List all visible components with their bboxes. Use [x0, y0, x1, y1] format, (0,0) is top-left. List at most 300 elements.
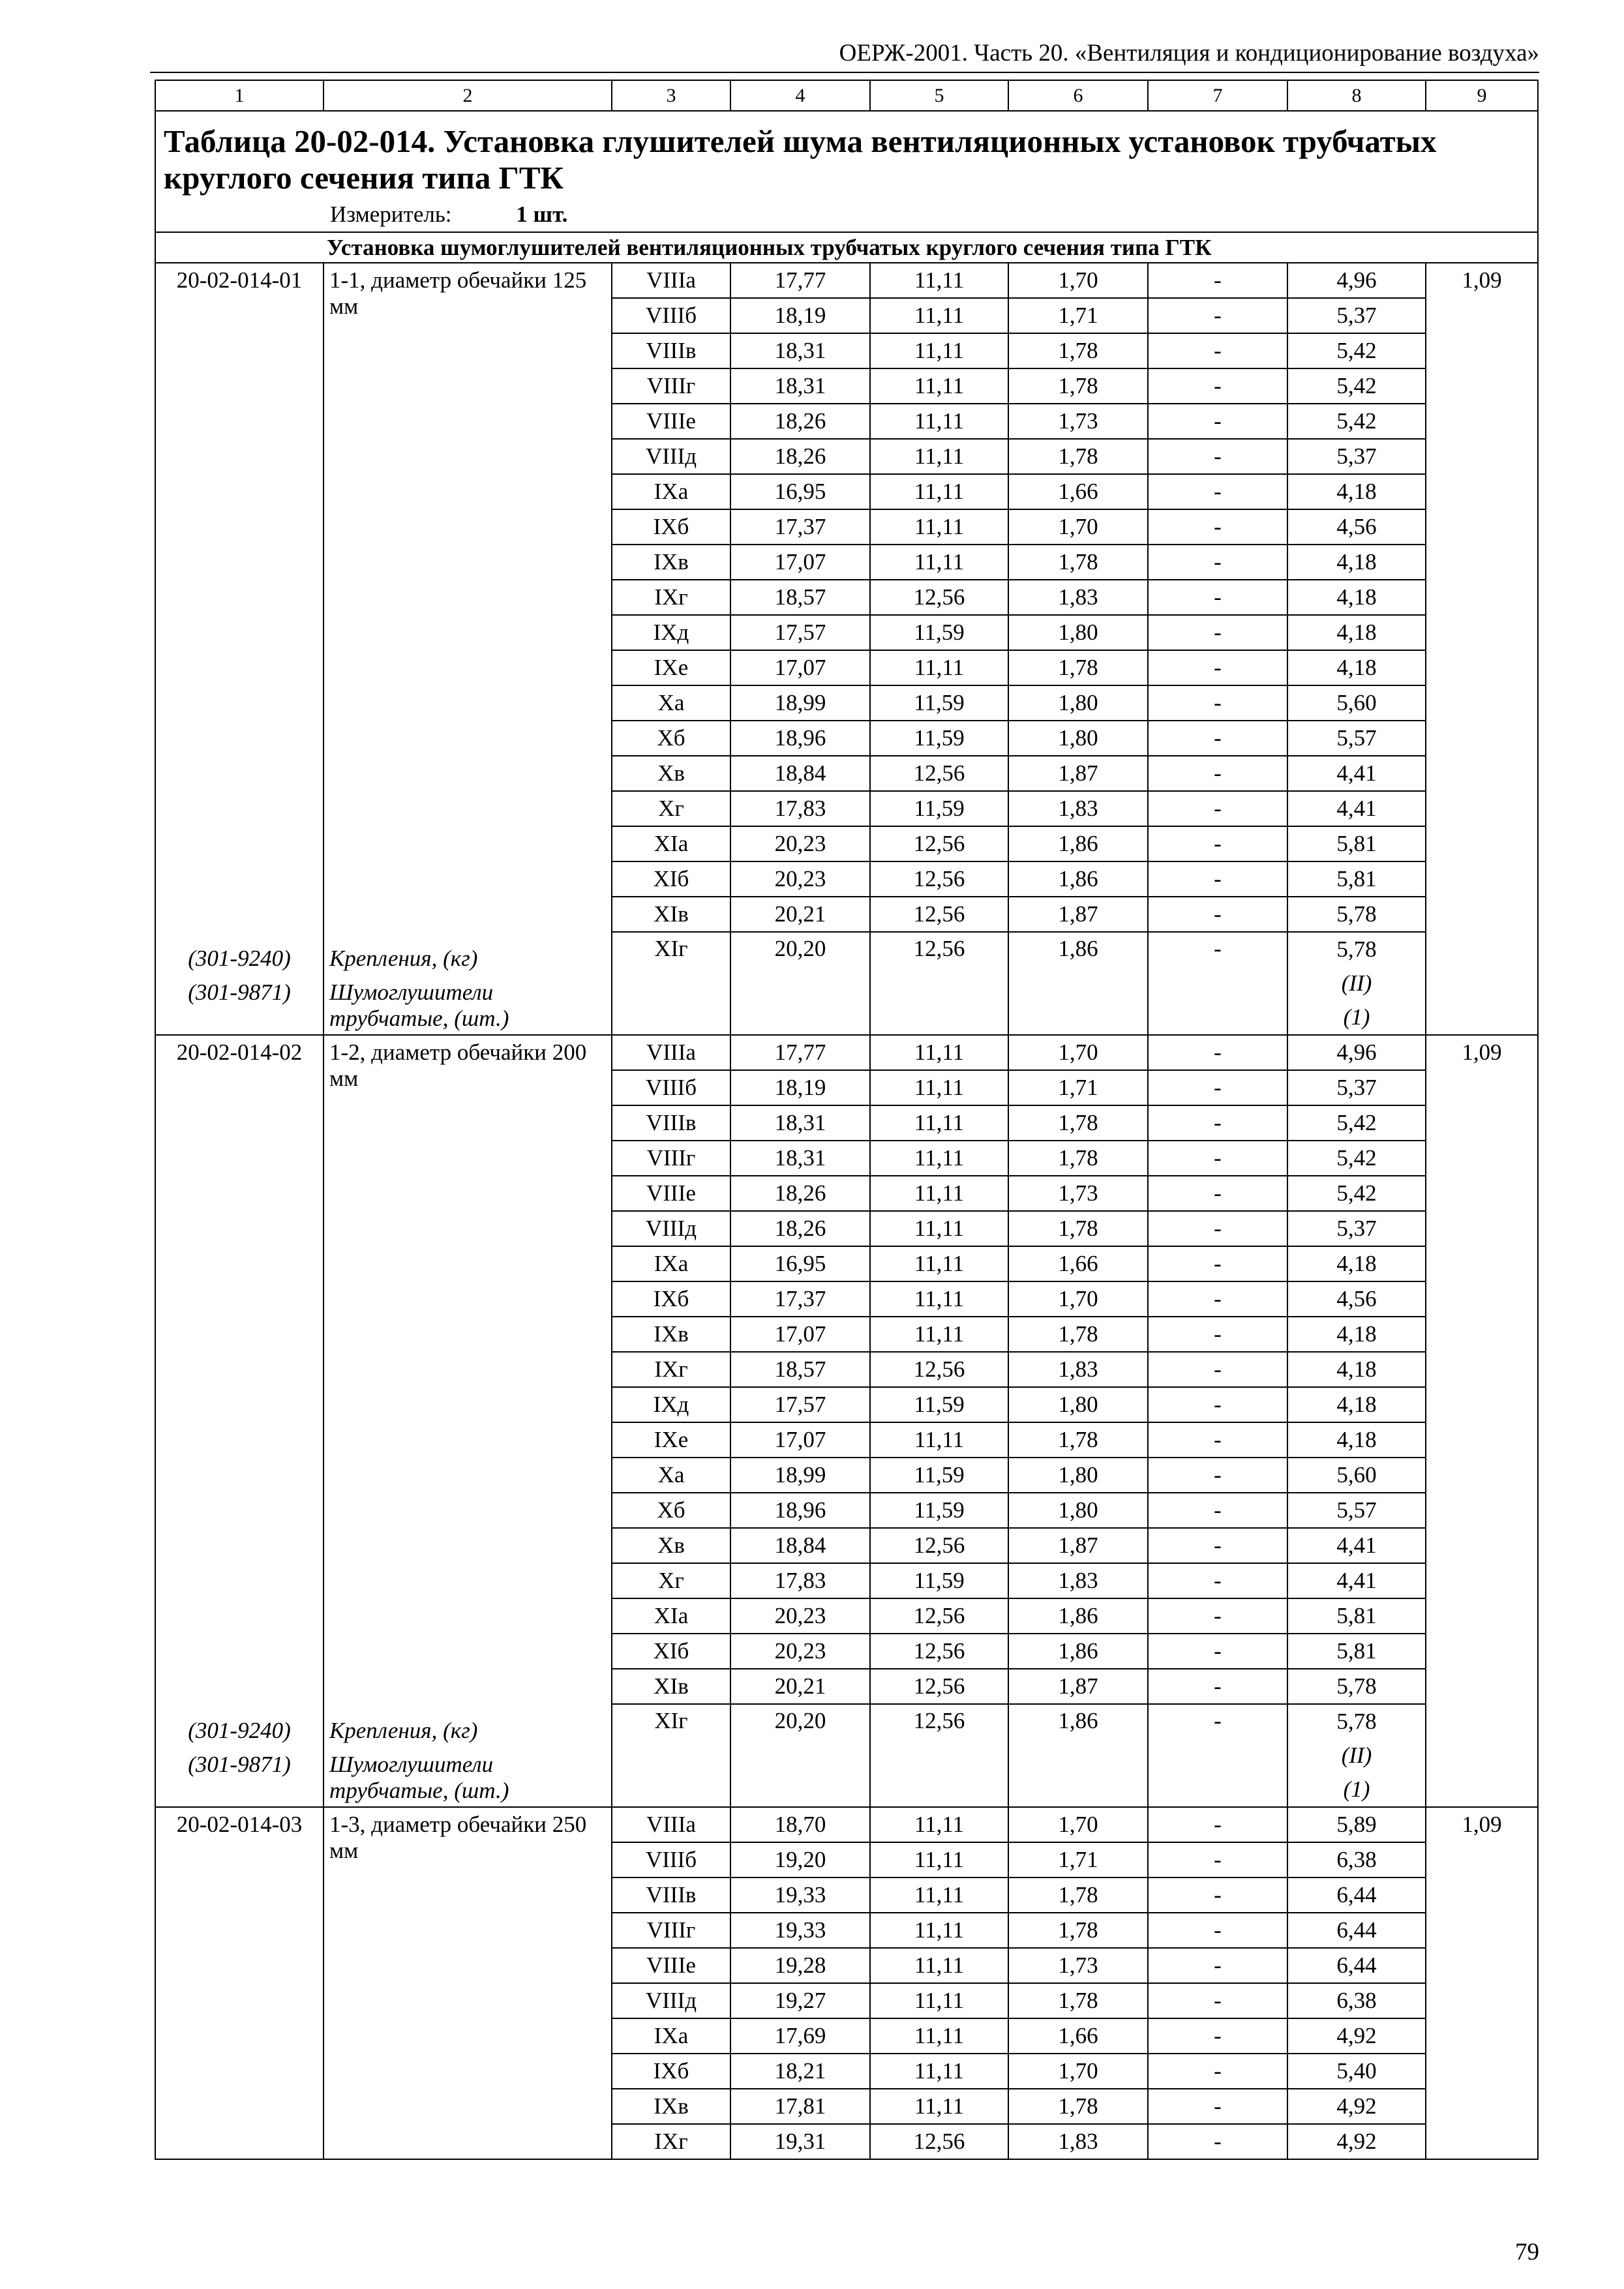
machine-cost: 1,78 [1008, 545, 1148, 580]
resource-code: (301-9240) [188, 946, 291, 971]
machine-cost: 1,78 [1008, 650, 1148, 685]
machine-cost: 1,70 [1008, 2054, 1148, 2089]
labor-wages: 11,11 [870, 333, 1008, 368]
machine-cost: 1,73 [1008, 1176, 1148, 1211]
driver-wages: - [1148, 2089, 1287, 2124]
rate-code: XIг [612, 932, 730, 1035]
running-header: ОЕРЖ-2001. Часть 20. «Вентиляция и кондиционирование воздуха» [839, 40, 1539, 67]
machine-cost: 1,86 [1008, 1598, 1148, 1634]
total-cost: 19,33 [730, 1878, 870, 1913]
item-code: 20-02-014-01 [176, 267, 303, 293]
rate-code: VIIIг [612, 1141, 730, 1176]
column-number: 6 [1008, 80, 1148, 111]
machine-cost: 1,86 [1008, 932, 1148, 1035]
rate-code: IXб [612, 509, 730, 545]
resource-names [329, 942, 611, 1032]
total-cost: 18,31 [730, 333, 870, 368]
labor-wages: 11,11 [870, 509, 1008, 545]
driver-wages: - [1148, 1035, 1287, 1070]
total-cost: 17,57 [730, 615, 870, 650]
labor-wages: 11,11 [870, 1807, 1008, 1842]
driver-wages: - [1148, 897, 1287, 932]
driver-wages: - [1148, 474, 1287, 509]
total-cost: 17,37 [730, 1281, 870, 1317]
materials-cost: 5,37 [1287, 1211, 1426, 1246]
machine-cost: 1,70 [1008, 1281, 1148, 1317]
total-cost: 18,70 [730, 1807, 870, 1842]
materials-cost: 4,18 [1287, 580, 1426, 615]
driver-wages: - [1148, 1422, 1287, 1458]
machine-cost: 1,86 [1008, 1704, 1148, 1807]
labor-wages: 11,11 [870, 404, 1008, 439]
materials-cost: 4,92 [1287, 2124, 1426, 2159]
total-cost: 18,57 [730, 580, 870, 615]
machine-cost: 1,73 [1008, 404, 1148, 439]
total-cost: 18,99 [730, 685, 870, 721]
machine-cost: 1,71 [1008, 1070, 1148, 1105]
labor-wages: 12,56 [870, 932, 1008, 1035]
machine-cost: 1,66 [1008, 474, 1148, 509]
item-code-cell [155, 1035, 323, 1807]
driver-wages: - [1148, 580, 1287, 615]
total-cost: 20,23 [730, 861, 870, 897]
machine-cost: 1,70 [1008, 509, 1148, 545]
labor-wages: 11,11 [870, 650, 1008, 685]
total-cost: 17,57 [730, 1387, 870, 1422]
materials-cost: 5,42 [1287, 1141, 1426, 1176]
materials-cost: 4,96 [1287, 263, 1426, 298]
unit-label: Измеритель: [330, 202, 452, 227]
machine-cost: 1,78 [1008, 1983, 1148, 2018]
total-cost: 16,95 [730, 474, 870, 509]
labor-wages: 11,11 [870, 1246, 1008, 1281]
driver-wages: - [1148, 1176, 1287, 1211]
rate-code: XIа [612, 1598, 730, 1634]
table-title-cell [155, 111, 1538, 232]
total-cost: 16,95 [730, 1246, 870, 1281]
rate-code: Xа [612, 1458, 730, 1493]
column-number: 1 [155, 80, 323, 111]
materials-cost: 5,57 [1287, 721, 1426, 756]
total-cost: 19,27 [730, 1983, 870, 2018]
driver-wages: - [1148, 545, 1287, 580]
labor-wages: 12,56 [870, 861, 1008, 897]
rate-code: Xв [612, 756, 730, 791]
labor-wages: 12,56 [870, 580, 1008, 615]
machine-cost: 1,86 [1008, 826, 1148, 861]
labor-wages: 11,59 [870, 1493, 1008, 1528]
labor-wages: 11,11 [870, 368, 1008, 404]
total-cost: 18,31 [730, 368, 870, 404]
total-cost: 20,20 [730, 1704, 870, 1807]
resource-value: (1) [1343, 1776, 1370, 1802]
total-cost: 18,99 [730, 1458, 870, 1493]
rate-code: XIв [612, 897, 730, 932]
item-description: 1-2, диаметр обечайки 200 мм [329, 1040, 587, 1091]
materials-cost: 4,18 [1287, 545, 1426, 580]
labor-wages: 11,11 [870, 1105, 1008, 1141]
driver-wages: - [1148, 1528, 1287, 1563]
resource-code: (301-9240) [188, 1718, 291, 1743]
table-row [155, 1807, 1538, 1842]
resource-name: Крепления, (кг) [329, 1718, 478, 1743]
total-cost: 17,07 [730, 1317, 870, 1352]
rate-code: VIIIе [612, 1176, 730, 1211]
driver-wages: - [1148, 439, 1287, 474]
item-code-cell [155, 1807, 323, 2159]
rate-code: VIIIв [612, 333, 730, 368]
rate-code: IXд [612, 1387, 730, 1422]
table-row [155, 263, 1538, 298]
machine-cost: 1,71 [1008, 1842, 1148, 1878]
item-code: 20-02-014-03 [176, 1812, 303, 1837]
rate-code: IXг [612, 2124, 730, 2159]
materials-cost: 5,60 [1287, 1458, 1426, 1493]
driver-wages: - [1148, 1983, 1287, 2018]
materials-cost: 5,60 [1287, 685, 1426, 721]
driver-wages: - [1148, 2054, 1287, 2089]
total-cost: 18,19 [730, 1070, 870, 1105]
labor-wages: 11,11 [870, 1983, 1008, 2018]
total-cost: 19,31 [730, 2124, 870, 2159]
driver-wages: - [1148, 861, 1287, 897]
table-title-row [155, 111, 1538, 232]
machine-cost: 1,71 [1008, 298, 1148, 333]
driver-wages: - [1148, 1352, 1287, 1387]
materials-cost: 5,78 [1336, 1709, 1377, 1734]
rate-code: VIIIг [612, 1913, 730, 1948]
total-cost: 18,31 [730, 1105, 870, 1141]
machine-cost: 1,86 [1008, 861, 1148, 897]
column-number: 7 [1148, 80, 1287, 111]
machine-cost: 1,80 [1008, 721, 1148, 756]
labor-wages: 11,11 [870, 1070, 1008, 1105]
materials-cost: 5,37 [1287, 1070, 1426, 1105]
rate-code: XIб [612, 1634, 730, 1669]
labor-wages: 11,11 [870, 1141, 1008, 1176]
driver-wages: - [1148, 1563, 1287, 1598]
driver-wages: - [1148, 298, 1287, 333]
materials-cost: 4,18 [1287, 1246, 1426, 1281]
machine-cost: 1,80 [1008, 685, 1148, 721]
rate-code: IXе [612, 650, 730, 685]
rate-code: Xа [612, 685, 730, 721]
driver-wages: - [1148, 826, 1287, 861]
rate-code: XIа [612, 826, 730, 861]
rate-code: IXа [612, 2018, 730, 2054]
materials-cost: 5,42 [1287, 404, 1426, 439]
labor-wages: 11,59 [870, 685, 1008, 721]
labor-wages: 11,11 [870, 1035, 1008, 1070]
page-number: 79 [1515, 2239, 1539, 2266]
labor-wages: 11,11 [870, 2018, 1008, 2054]
total-cost: 20,23 [730, 826, 870, 861]
materials-cost: 5,42 [1287, 1176, 1426, 1211]
labor-wages: 12,56 [870, 1669, 1008, 1704]
labor-wages: 11,11 [870, 1317, 1008, 1352]
driver-wages: - [1148, 685, 1287, 721]
total-cost: 18,96 [730, 721, 870, 756]
materials-cost: 4,18 [1287, 1422, 1426, 1458]
total-cost: 17,07 [730, 545, 870, 580]
labor-wages: 11,11 [870, 545, 1008, 580]
rate-code: VIIIв [612, 1105, 730, 1141]
resource-codes [156, 942, 323, 1010]
driver-wages: - [1148, 932, 1287, 1035]
driver-wages: - [1148, 1458, 1287, 1493]
labor-wages: 12,56 [870, 1704, 1008, 1807]
materials-cost: 5,42 [1287, 1105, 1426, 1141]
machine-cost: 1,87 [1008, 756, 1148, 791]
machine-cost: 1,78 [1008, 1105, 1148, 1141]
driver-wages: - [1148, 1317, 1287, 1352]
machine-cost: 1,66 [1008, 1246, 1148, 1281]
driver-wages: - [1148, 791, 1287, 826]
materials-cost: 4,18 [1287, 615, 1426, 650]
subtitle-row [155, 232, 1538, 263]
rate-code: VIIIв [612, 1878, 730, 1913]
driver-wages: - [1148, 1493, 1287, 1528]
driver-wages: - [1148, 1669, 1287, 1704]
resource-names [329, 1714, 611, 1804]
coefficient: 1,09 [1426, 263, 1538, 1035]
materials-cost: 4,92 [1287, 2089, 1426, 2124]
materials-cost: 5,42 [1287, 368, 1426, 404]
rate-code: VIIIа [612, 263, 730, 298]
rate-code: VIIIб [612, 1070, 730, 1105]
labor-wages: 12,56 [870, 1352, 1008, 1387]
labor-wages: 12,56 [870, 2124, 1008, 2159]
total-cost: 18,21 [730, 2054, 870, 2089]
machine-cost: 1,78 [1008, 1422, 1148, 1458]
table-subtitle: Установка шумоглушителей вентиляционных трубчатых круглого сечения типа ГТК [155, 232, 1538, 263]
item-code-cell [155, 263, 323, 1035]
rate-code: Xб [612, 1493, 730, 1528]
item-description-cell [323, 263, 612, 1035]
total-cost: 20,23 [730, 1634, 870, 1669]
materials-cost: 4,18 [1287, 1352, 1426, 1387]
driver-wages: - [1148, 263, 1287, 298]
driver-wages: - [1148, 650, 1287, 685]
driver-wages: - [1148, 1211, 1287, 1246]
total-cost: 17,69 [730, 2018, 870, 2054]
machine-cost: 1,87 [1008, 1669, 1148, 1704]
driver-wages: - [1148, 1807, 1287, 1842]
labor-wages: 12,56 [870, 1634, 1008, 1669]
materials-cost [1287, 1704, 1426, 1807]
column-number: 5 [870, 80, 1008, 111]
materials-cost: 4,41 [1287, 1563, 1426, 1598]
total-cost: 20,21 [730, 897, 870, 932]
materials-cost [1287, 932, 1426, 1035]
machine-cost: 1,83 [1008, 791, 1148, 826]
rate-code: VIIIб [612, 298, 730, 333]
rate-code: VIIIд [612, 439, 730, 474]
machine-cost: 1,66 [1008, 2018, 1148, 2054]
rate-code: XIб [612, 861, 730, 897]
driver-wages: - [1148, 509, 1287, 545]
labor-wages: 12,56 [870, 1528, 1008, 1563]
rate-code: IXд [612, 615, 730, 650]
resource-value: (II) [1341, 1743, 1372, 1768]
total-cost: 18,96 [730, 1493, 870, 1528]
machine-cost: 1,80 [1008, 1458, 1148, 1493]
labor-wages: 11,59 [870, 615, 1008, 650]
materials-cost: 5,81 [1287, 1598, 1426, 1634]
labor-wages: 11,11 [870, 2089, 1008, 2124]
total-cost: 20,23 [730, 1598, 870, 1634]
materials-cost: 5,42 [1287, 333, 1426, 368]
materials-cost: 5,78 [1287, 1669, 1426, 1704]
rate-code: VIIIг [612, 368, 730, 404]
labor-wages: 11,11 [870, 2054, 1008, 2089]
driver-wages: - [1148, 333, 1287, 368]
materials-cost: 5,81 [1287, 861, 1426, 897]
total-cost: 20,21 [730, 1669, 870, 1704]
resource-code: (301-9871) [188, 1752, 291, 1777]
rate-code: IXв [612, 2089, 730, 2124]
driver-wages: - [1148, 1105, 1287, 1141]
materials-cost: 5,57 [1287, 1493, 1426, 1528]
total-cost: 19,33 [730, 1913, 870, 1948]
driver-wages: - [1148, 1141, 1287, 1176]
rate-code: VIIIе [612, 404, 730, 439]
table-title: Таблица 20-02-014. Установка глушителей шума вентиляционных установок трубчатых круглого сечения типа ГТК [164, 123, 1437, 196]
machine-cost: 1,80 [1008, 1493, 1148, 1528]
rate-code: IXг [612, 580, 730, 615]
total-cost: 18,19 [730, 298, 870, 333]
labor-wages: 11,11 [870, 1878, 1008, 1913]
machine-cost: 1,80 [1008, 1387, 1148, 1422]
rate-code: Xб [612, 721, 730, 756]
machine-cost: 1,78 [1008, 1317, 1148, 1352]
item-code: 20-02-014-02 [176, 1040, 303, 1065]
resource-code: (301-9871) [188, 980, 291, 1005]
rate-code: VIIIе [612, 1948, 730, 1983]
labor-wages: 11,11 [870, 1842, 1008, 1878]
materials-cost: 6,44 [1287, 1878, 1426, 1913]
materials-cost: 6,38 [1287, 1842, 1426, 1878]
header-rule [150, 72, 1539, 73]
rate-code: IXа [612, 474, 730, 509]
rate-code: IXв [612, 1317, 730, 1352]
coefficient: 1,09 [1426, 1035, 1538, 1807]
driver-wages: - [1148, 1070, 1287, 1105]
labor-wages: 11,11 [870, 1913, 1008, 1948]
machine-cost: 1,83 [1008, 2124, 1148, 2159]
rate-code: IXг [612, 1352, 730, 1387]
driver-wages: - [1148, 1634, 1287, 1669]
machine-cost: 1,83 [1008, 580, 1148, 615]
unit-line [164, 202, 1531, 228]
rate-code: Xг [612, 791, 730, 826]
item-description-cell [323, 1035, 612, 1807]
total-cost: 18,57 [730, 1352, 870, 1387]
total-cost: 17,83 [730, 791, 870, 826]
total-cost: 17,83 [730, 1563, 870, 1598]
resource-codes [156, 1714, 323, 1782]
materials-cost: 4,96 [1287, 1035, 1426, 1070]
labor-wages: 11,11 [870, 298, 1008, 333]
materials-cost: 6,38 [1287, 1983, 1426, 2018]
driver-wages: - [1148, 368, 1287, 404]
labor-wages: 11,11 [870, 474, 1008, 509]
labor-wages: 12,56 [870, 826, 1008, 861]
resource-value: (1) [1343, 1004, 1370, 1030]
materials-cost: 6,44 [1287, 1948, 1426, 1983]
machine-cost: 1,70 [1008, 1035, 1148, 1070]
item-description: 1-1, диаметр обечайки 125 мм [329, 267, 587, 319]
total-cost: 17,81 [730, 2089, 870, 2124]
driver-wages: - [1148, 615, 1287, 650]
machine-cost: 1,83 [1008, 1352, 1148, 1387]
materials-cost: 5,78 [1287, 897, 1426, 932]
rate-code: VIIIд [612, 1983, 730, 2018]
materials-cost: 5,89 [1287, 1807, 1426, 1842]
materials-cost: 4,18 [1287, 650, 1426, 685]
rate-code: Xв [612, 1528, 730, 1563]
labor-wages: 11,59 [870, 791, 1008, 826]
labor-wages: 11,11 [870, 263, 1008, 298]
machine-cost: 1,87 [1008, 897, 1148, 932]
total-cost: 19,28 [730, 1948, 870, 1983]
machine-cost: 1,80 [1008, 615, 1148, 650]
resource-name: Шумоглушители трубчатые, (шт.) [329, 1752, 509, 1803]
driver-wages: - [1148, 1246, 1287, 1281]
table-row [155, 1035, 1538, 1070]
driver-wages: - [1148, 1878, 1287, 1913]
materials-cost: 4,18 [1287, 474, 1426, 509]
column-number: 9 [1426, 80, 1538, 111]
machine-cost: 1,78 [1008, 1211, 1148, 1246]
materials-cost: 4,41 [1287, 756, 1426, 791]
materials-cost: 5,40 [1287, 2054, 1426, 2089]
labor-wages: 11,11 [870, 439, 1008, 474]
unit-value: 1 шт. [516, 202, 568, 227]
materials-cost: 4,56 [1287, 1281, 1426, 1317]
labor-wages: 11,11 [870, 1176, 1008, 1211]
materials-cost: 5,37 [1287, 439, 1426, 474]
machine-cost: 1,83 [1008, 1563, 1148, 1598]
rate-code: XIв [612, 1669, 730, 1704]
total-cost: 17,77 [730, 1035, 870, 1070]
machine-cost: 1,86 [1008, 1634, 1148, 1669]
rate-code: IXе [612, 1422, 730, 1458]
total-cost: 17,77 [730, 263, 870, 298]
machine-cost: 1,78 [1008, 1878, 1148, 1913]
labor-wages: 11,11 [870, 1422, 1008, 1458]
driver-wages: - [1148, 2018, 1287, 2054]
materials-cost: 4,18 [1287, 1387, 1426, 1422]
machine-cost: 1,78 [1008, 1913, 1148, 1948]
column-number: 8 [1287, 80, 1426, 111]
total-cost: 18,26 [730, 1211, 870, 1246]
driver-wages: - [1148, 756, 1287, 791]
item-description: 1-3, диаметр обечайки 250 мм [329, 1812, 587, 1863]
column-number: 3 [612, 80, 730, 111]
materials-cost: 5,37 [1287, 298, 1426, 333]
materials-cost: 5,81 [1287, 1634, 1426, 1669]
materials-cost: 5,81 [1287, 826, 1426, 861]
total-cost: 20,20 [730, 932, 870, 1035]
machine-cost: 1,70 [1008, 263, 1148, 298]
driver-wages: - [1148, 721, 1287, 756]
labor-wages: 11,11 [870, 1281, 1008, 1317]
materials-cost: 6,44 [1287, 1913, 1426, 1948]
rate-code: VIIIа [612, 1035, 730, 1070]
driver-wages: - [1148, 1704, 1287, 1807]
total-cost: 17,07 [730, 650, 870, 685]
